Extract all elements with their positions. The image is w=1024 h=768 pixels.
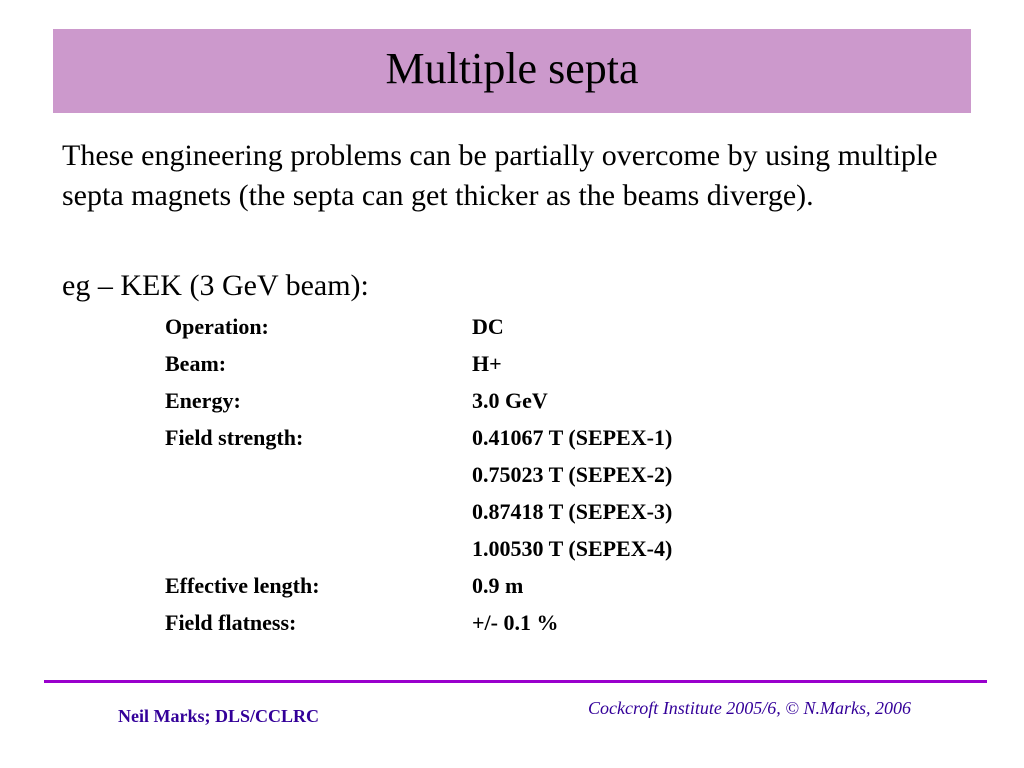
- spec-label: Beam:: [165, 351, 227, 376]
- title-banner: [53, 29, 971, 113]
- spec-label: Effective length:: [165, 573, 320, 598]
- spec-value: 0.87418 T (SEPEX-3): [472, 499, 673, 524]
- spec-value: 0.75023 T (SEPEX-2): [472, 462, 673, 487]
- spec-label: Energy:: [165, 388, 241, 413]
- footer-copyright: Cockcroft Institute 2005/6, © N.Marks, 2006: [588, 698, 911, 718]
- footer-author: Neil Marks; DLS/CCLRC: [118, 706, 319, 726]
- spec-label: Field flatness:: [165, 610, 297, 635]
- spec-value: +/- 0.1 %: [472, 610, 559, 635]
- spec-value: DC: [472, 314, 504, 339]
- spec-value: 1.00530 T (SEPEX-4): [472, 536, 673, 561]
- spec-value: H+: [472, 351, 502, 376]
- spec-value: 0.41067 T (SEPEX-1): [472, 425, 673, 450]
- slide-title: Multiple septa: [385, 44, 639, 93]
- spec-label: Operation:: [165, 314, 269, 339]
- intro-paragraph: These engineering problems can be partially overcome by using multiple septa magnets (the septa can get thicker as the beams diverge).: [62, 139, 938, 212]
- footer-divider: [44, 680, 987, 683]
- spec-value: 3.0 GeV: [472, 388, 548, 413]
- example-heading: eg – KEK (3 GeV beam):: [62, 269, 369, 302]
- spec-value: 0.9 m: [472, 573, 524, 598]
- spec-label: Field strength:: [165, 425, 304, 450]
